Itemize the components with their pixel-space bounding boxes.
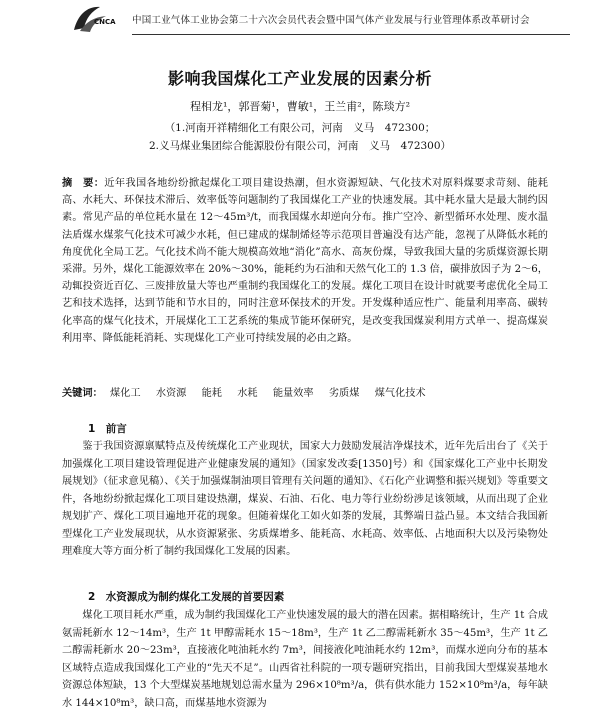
- logo-text: CNCA: [94, 18, 116, 26]
- keywords-label: 关键词：: [62, 388, 103, 399]
- keyword: 水耗: [237, 388, 258, 399]
- paper-title: 影响我国煤化工产业发展的因素分析: [167, 69, 432, 88]
- abstract: [62, 175, 548, 347]
- affiliation-1: （1.河南开祥精细化工有限公司，河南 义马 472300；: [164, 122, 436, 134]
- section-2-heading: 2 水资源成为制约煤化工发展的首要因素: [88, 591, 285, 603]
- section-1-paragraph: 鉴于我国资源禀赋特点及传统煤化工产业现状，国家大力鼓励发展洁净煤技术，近年先后出台了《关于加强煤化工项目建设管理促进产业健康发展的通知》（国家发改委[1350]号）和《国家煤化工产业中长期发展规划》（征求意见稿）、《关于加强煤制油项目管理有关问题的通知》、《石化产业调整和振兴规划》等重要文件，各地纷纷掀起煤化工项目建设热潮，煤炭、石油、石化、电力等行业纷纷涉足该领域，从而出现了企业规划扩产、煤化工项目遍地开花的现象。但随着煤化工如火如荼的发展，其弊端日益凸显。本文结合我国新型煤化工产业发展现状，从水资源紧张、劣质煤增多、能耗高、水耗高、效率低、占地面积大以及污染物处理难度大等方面分析了制约我国煤化工发展的因素。: [62, 441, 548, 557]
- keyword: 能耗: [201, 388, 222, 399]
- conference-header: [70, 4, 570, 38]
- conference-title: 中国工业气体工业协会第二十六次会员代表会暨中国气体产业发展与行业管理体系改革研讨会: [132, 15, 530, 26]
- abstract-label: 摘 要：: [62, 178, 105, 189]
- section-1-heading: 1 前言: [88, 423, 127, 435]
- keyword: 水资源: [155, 388, 187, 399]
- affiliation-2: 2.义马煤业集团综合能源股份有限公司，河南 义马 472300）: [148, 140, 452, 152]
- keyword: 煤化工: [110, 388, 141, 399]
- keywords: [62, 384, 548, 399]
- header-divider: [132, 34, 570, 35]
- abstract-text: 近年我国各地纷纷掀起煤化工项目建设热潮，但水资源短缺、气化技术对原料煤要求苛刻、能耗高、水耗大、环保技术滞后、效率低等问题制约了我国煤化工产业的快速发展。其中耗水量大是最大制约因素。常见产品的单位耗水量在 12～45m³/t，而我国煤水却逆向分布。推广空冷、新型循环水处理、废水温法盾煤水煤浆气化技术可减少水耗，但已建成的煤制烯烃等示范项目普遍没有达产能，忽视了从降低水耗的角度优化全局工艺。气化技术尚不能大规模高效地“消化”高水、高灰份煤，导致我国大量的劣质煤资源长期采滞。另外，煤化工能源效率在 20%～30%，能耗约为石油和天然气化工的 1.3 倍，碳排放因子为 2～6，动辄投资近百亿、三废排放量大等也严重制约我国煤化工的发展。煤化工项目在设计时就要考虑优化全局工艺和技术选择，达到节能和节水目的，同时注意环保技术的开发。开发煤种适应性广、能量利用率高、碳转化率高的煤气化技术，开展煤化工工艺系统的集成节能环保研究，是改变我国煤炭利用方式单一、提高煤炭利用率、降低能耗消耗、实现煤化工产业可持续发展的必由之路。: [62, 178, 548, 344]
- section-2-paragraph: 煤化工项目耗水严重，成为制约我国煤化工产业快速发展的最大的潜在因素。据相略统计，生产 1t 合成氨需耗新水 12～14m³，生产 1t 甲醇需耗水 15～18m³，生产 1t 乙二醇需耗新水 35～45m³，生产 1t 乙二醇需耗新水 20～23m³，直接液化吨油耗水约 7m³，间接液化吨油耗水约 12m³，而煤水逆向分布的基本区域特点造成我国煤化工产业的“先天不足”。山西省社科院的一项专题研究指出，目前我国大型煤炭基地水资源总体短缺，13 个大型煤炭基地规划总需水量为 296×10⁸m³/a，供有供水能力 152×10⁸m³/a，每年缺水 144×10⁸m³，缺口高，而煤基地水资源为: [62, 610, 548, 709]
- author-list: 程相龙¹，郭晋菊¹，曹敏¹，王兰甫²，陈琰方²: [189, 100, 411, 113]
- keyword: 煤气化技术: [374, 388, 426, 399]
- keyword: 能量效率: [272, 388, 314, 399]
- keyword: 劣质煤: [328, 388, 360, 399]
